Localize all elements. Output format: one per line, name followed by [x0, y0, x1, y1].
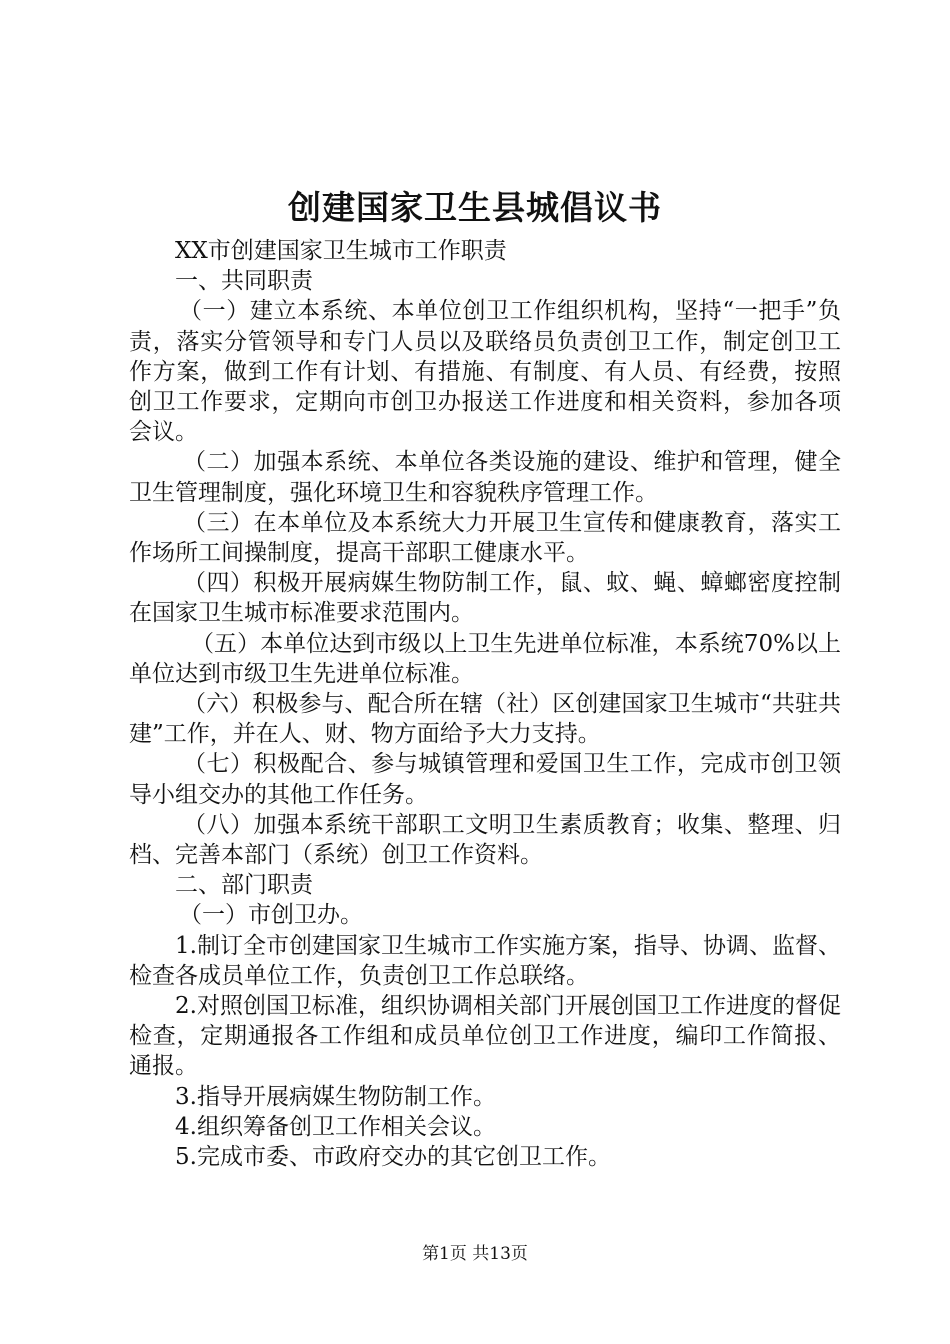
paragraph: （四）积极开展病媒生物防制工作，鼠、蚊、蝇、蟑螂密度控制在国家卫生城市标准要求范围内。	[129, 570, 841, 627]
paragraph: （六）积极参与、配合所在辖（社）区创建国家卫生城市“共驻共建”工作，并在人、财、物方面给予大力支持。	[129, 691, 841, 748]
paragraph: （一）建立本系统、本单位创卫工作组织机构，坚持“一把手”负责，落实分管领导和专门人员以及联络员负责创卫工作，制定创卫工作方案，做到工作有计划、有措施、有制度、有人员、有经费，按照创卫工作要求，定期向市创卫办报送工作进度和相关资料，参加各项会议。	[129, 298, 841, 446]
section-heading: 一、共同职责	[175, 268, 313, 295]
paragraph: （三）在本单位及本系统大力开展卫生宣传和健康教育，落实工作场所工间操制度，提高干部职工健康水平。	[129, 509, 841, 567]
list-item: 3.指导开展病媒生物防制工作。	[175, 1083, 496, 1110]
paragraph: （二）加强本系统、本单位各类设施的建设、维护和管理，健全卫生管理制度，强化环境卫生和容貌秩序管理工作。	[129, 449, 841, 506]
document-title: 创建国家卫生县城倡议书	[288, 188, 662, 227]
document-body	[129, 236, 841, 1172]
list-item: 4.组织筹备创卫工作相关会议。	[175, 1113, 496, 1140]
paragraph: （七）积极配合、参与城镇管理和爱国卫生工作，完成市创卫领导小组交办的其他工作任务。	[129, 751, 841, 808]
list-item: 5.完成市委、市政府交办的其它创卫工作。	[175, 1144, 611, 1171]
subsection-heading: （一）市创卫办。	[179, 902, 363, 929]
list-item: 2.对照创国卫标准，组织协调相关部门开展创国卫工作进度的督促检查，定期通报各工作组和成员单位创卫工作进度，编印工作简报、通报。	[129, 993, 841, 1080]
section-heading: 二、部门职责	[175, 872, 313, 899]
paragraph: （八）加强本系统干部职工文明卫生素质教育；收集、整理、归档、完善本部门（系统）创卫工作资料。	[129, 811, 841, 869]
list-item: 1.制订全市创建国家卫生城市工作实施方案，指导、协调、监督、检查各成员单位工作，负责创卫工作总联络。	[129, 932, 841, 989]
page-number-footer: 第1页 共13页	[422, 1244, 528, 1264]
subtitle-paragraph: XX市创建国家卫生城市工作职责	[175, 238, 507, 264]
paragraph: （五）本单位达到市级以上卫生先进单位标准，本系统70%以上单位达到市级卫生先进单位标准。	[129, 630, 841, 687]
